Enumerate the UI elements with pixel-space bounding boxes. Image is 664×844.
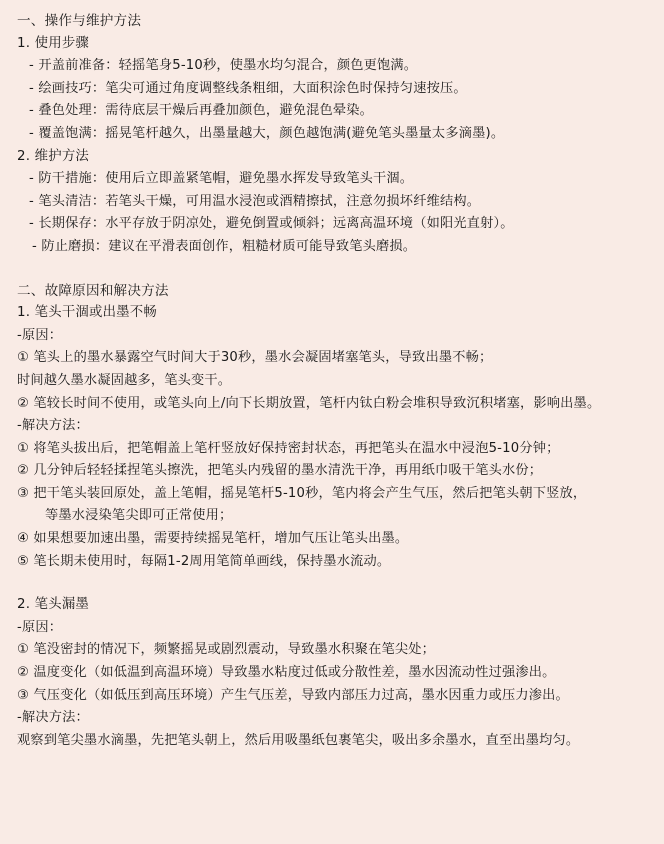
solution-item: ⑤ 笔长期未使用时，每隔1-2周用笔简单画线，保持墨水流动。 <box>17 553 391 569</box>
cause-item-continued: 时间越久墨水凝固越多，笔头变干。 <box>17 372 232 388</box>
leak-title: 2. 笔头漏墨 <box>17 597 89 613</box>
section-spacer <box>17 573 656 594</box>
dry-tip-title: 1. 笔头干涸或出墨不畅 <box>17 305 157 321</box>
cause-item: ① 笔头上的墨水暴露空气时间大于30秒，墨水会凝固堵塞笔头，导致出墨不畅； <box>17 350 493 366</box>
usage-step-item: - 开盖前准备：轻摇笔身5-10秒，使墨水均匀混合，颜色更饱满。 <box>29 58 418 74</box>
section-2-title: 二、故障原因和解决方法 <box>17 282 169 299</box>
solution-item: ② 几分钟后轻轻揉捏笔头擦洗，把笔头内残留的墨水清洗干净，再用纸巾吸干笔头水份； <box>17 463 543 479</box>
usage-step-item: - 绘画技巧：笔尖可通过角度调整线条粗细，大面积涂色时保持匀速按压。 <box>29 80 467 96</box>
maintenance-item: - 笔头清洁：若笔头干燥，可用温水浸泡或酒精擦拭，注意勿损坏纤维结构。 <box>29 193 481 209</box>
usage-steps-title: 1. 使用步骤 <box>17 35 89 51</box>
section-1-title: 一、操作与维护方法 <box>17 13 142 29</box>
maintenance-item: - 防止磨损：建议在平滑表面创作，粗糙材质可能导致笔头磨损。 <box>32 238 417 254</box>
maintenance-title: 2. 维护方法 <box>17 148 89 164</box>
usage-step-item: - 叠色处理：需待底层干燥后再叠加颜色，避免混色晕染。 <box>29 103 374 119</box>
section-spacer <box>17 259 656 280</box>
maintenance-item: - 防干措施：使用后立即盖紧笔帽，避免墨水挥发导致笔头干涸。 <box>29 171 414 187</box>
cause-label: -原因： <box>17 619 63 635</box>
cause-item: ② 笔较长时间不使用，或笔头向上/向下长期放置，笔杆内钛白粉会堆积导致沉积堵塞，影响出墨。 <box>17 395 601 411</box>
solution-label: -解决方法： <box>17 418 89 434</box>
cause-label: -原因： <box>17 327 63 343</box>
solution-item: ① 将笔头拔出后，把笔帽盖上笔杆竖放好保持密封状态，再把笔头在温水中浸泡5-10分钟； <box>17 440 560 456</box>
usage-step-item: - 覆盖饱满：摇晃笔杆越久，出墨量越大，颜色越饱满(避免笔头墨量太多滴墨)。 <box>29 125 505 141</box>
solution-item: 观察到笔尖墨水滴墨，先把笔头朝上，然后用吸墨纸包裹笔尖，吸出多余墨水，直至出墨均匀。 <box>17 732 580 748</box>
cause-item: ② 温度变化（如低温到高温环境）导致墨水粘度过低或分散性差，墨水因流动性过强渗出。 <box>17 665 556 681</box>
solution-item: ④ 如果想要加速出墨，需要持续摇晃笔杆，增加气压让笔头出墨。 <box>17 531 409 547</box>
solution-label: -解决方法： <box>17 710 89 726</box>
solution-item-continued: 等墨水浸染笔尖即可正常使用； <box>45 508 233 524</box>
solution-item: ③ 把干笔头装回原处，盖上笔帽，摇晃笔杆5-10秒，笔内将会产生气压，然后把笔头朝下竖放， <box>17 485 587 501</box>
cause-item: ③ 气压变化（如低压到高压环境）产生气压差，导致内部压力过高，墨水因重力或压力渗出。 <box>17 687 569 703</box>
maintenance-item: - 长期保存：水平存放于阴凉处，避免倒置或倾斜；远离高温环境（如阳光直射）。 <box>29 216 514 232</box>
cause-item: ① 笔没密封的情况下，频繁摇晃或剧烈震动，导致墨水积聚在笔尖处； <box>17 642 436 658</box>
